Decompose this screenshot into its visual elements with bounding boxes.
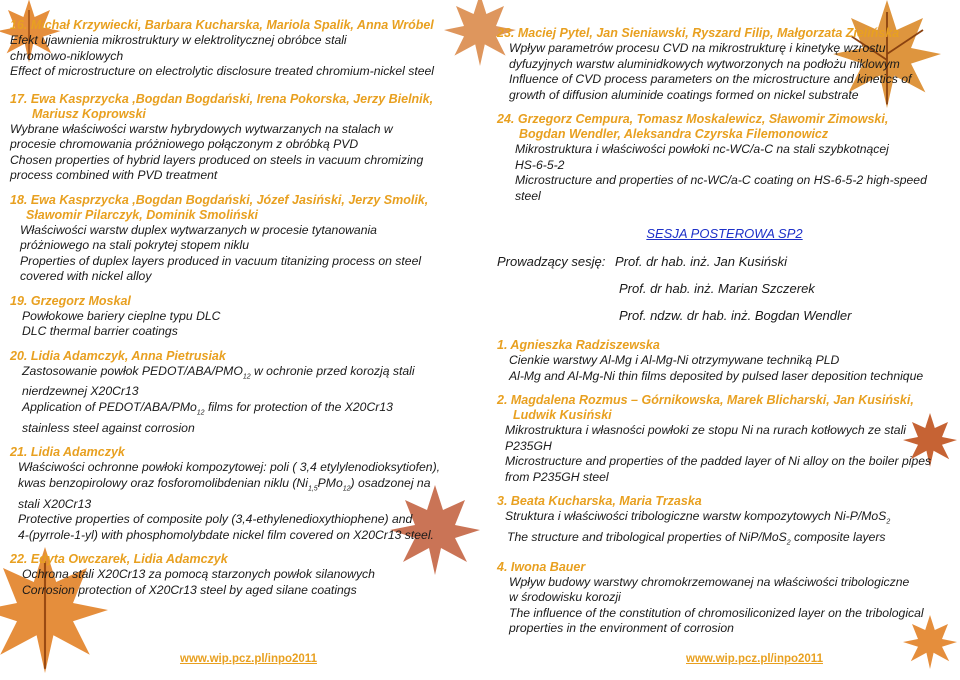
- entry-line: Mikrostruktura i własności powłoki ze stopu Ni na rurach kotłowych ze stali: [505, 423, 906, 437]
- session-title: SESJA POSTEROWA SP2: [646, 226, 803, 241]
- poster-1: [497, 338, 952, 384]
- entry-authors: 24. Grzegorz Cempura, Tomasz Moskalewicz, Sławomir Zimowski, Bogdan Wendler, Aleksandra Czyrska Filemonowicz: [497, 112, 889, 141]
- entry-line: covered with nickel alloy: [20, 269, 152, 283]
- entry-authors: 20. Lidia Adamczyk, Anna Pietrusiak: [10, 348, 226, 363]
- entry-line: Influence of CVD process parameters on the microstructure and kinetics of: [509, 72, 912, 86]
- entry-17: [10, 92, 480, 184]
- entry-16: [10, 18, 480, 80]
- entry-line: Wpływ parametrów procesu CVD na mikrostrukturę i kinetykę wzrostu: [509, 41, 886, 55]
- entry-line: dyfuzyjnych warstw aluminidkowych wytworzonych na podłożu niklowym: [509, 56, 900, 71]
- entry-line: Ochrona stali X20Cr13 za pomocą starzonych powłok silanowych: [22, 567, 375, 582]
- entry-authors: 16. Michał Krzywiecki, Barbara Kucharska, Mariola Spalik, Anna Wróbel: [10, 18, 434, 32]
- entry-20: [10, 349, 480, 437]
- entry-21: [10, 445, 480, 543]
- entry-line: P235GH: [505, 438, 552, 453]
- left-column: [10, 18, 480, 607]
- entry-line: process combined with PVD treatment: [10, 168, 218, 182]
- entry-line: from P235GH steel: [505, 469, 609, 484]
- entry-line: Efekt ujawnienia mikrostruktury w elektrolitycznej obróbce stali: [10, 33, 347, 47]
- entry-line: stainless steel against corrosion: [22, 420, 195, 435]
- entry-authors: 18. Ewa Kasprzycka ,Bogdan Bogdański, Józef Jasiński, Jerzy Smolik, Sławomir Pilarczyk, Dominik Smoliński: [10, 192, 429, 222]
- chair-row: [497, 280, 952, 297]
- poster-2: [497, 393, 952, 485]
- chair-name: Prof. dr hab. inż. Marian Szczerek: [619, 281, 815, 296]
- poster-3: [497, 494, 952, 551]
- entry-22: [10, 552, 480, 598]
- entry-authors: 4. Iwona Bauer: [497, 559, 586, 574]
- entry-line: Protective properties of composite poly (3,4-ethylenedioxythiophene) and: [18, 512, 413, 527]
- entry-line: properties in the environment of corrosion: [509, 621, 734, 636]
- entry-line: DLC thermal barrier coatings: [22, 324, 178, 338]
- entry-line: kwas benzopirolowy oraz fosforomolibdenian niklu $(Ni_{1,5}PMo_{12})$ osadzonej na: [18, 475, 431, 493]
- entry-line: growth of diffusion aluminide coatings formed on nickel substrate: [509, 87, 859, 102]
- chair-name: Prof. dr hab. inż. Jan Kusiński: [615, 254, 787, 269]
- entry-19: [10, 294, 480, 340]
- entry-line: steel: [515, 188, 541, 203]
- entry-line: w środowisku korozji: [509, 590, 621, 605]
- entry-line: The structure and tribological properties of NiP/MoS$_2$ composite layers: [507, 529, 886, 547]
- entry-line: chromowo-niklowych: [10, 48, 124, 63]
- entry-line: Wybrane właściwości warstw hybrydowych wytwarzanych na stalach w: [10, 121, 393, 136]
- entry-line: Chosen properties of hybrid layers produced on steels in vacuum chromizing: [10, 152, 424, 167]
- entry-authors: 17. Ewa Kasprzycka ,Bogdan Bogdański, Irena Pokorska, Jerzy Bielnik, Mariusz Koprowski: [10, 91, 434, 121]
- entry-line: Właściwości ochronne powłoki kompozytowej: poli ( 3,4 etylylenodioksytiofen),: [18, 460, 441, 475]
- entry-authors: 2. Magdalena Rozmus – Górnikowska, Marek Blicharski, Jan Kusiński, Ludwik Kusiński: [497, 393, 914, 422]
- entry-authors: 23. Maciej Pytel, Jan Sieniawski, Ryszard Filip, Małgorzata Zielińska: [497, 26, 900, 40]
- entry-authors: 3. Beata Kucharska, Maria Trzaska: [497, 494, 702, 508]
- entry-line: Application of PEDOT/ABA/PMo$_{12}$ films for protection of the X20Cr13: [22, 399, 393, 417]
- entry-line: próżniowego na stali pokrytej stopem niklu: [20, 238, 249, 252]
- entry-line: procesie chromowania próżniowego połączonym z obróbką PVD: [10, 137, 359, 151]
- chair-label: Prowadzący sesję:: [497, 254, 606, 269]
- entry-line: Właściwości warstw duplex wytwarzanych w procesie tytanowania: [20, 222, 377, 237]
- entry-line: nierdzewnej X20Cr13: [22, 384, 139, 399]
- entry-line: The influence of the constitution of chromosiliconized layer on the tribological: [509, 605, 924, 620]
- chair-name: Prof. ndzw. dr hab. inż. Bogdan Wendler: [619, 308, 852, 323]
- entry-line: 4-(pyrrole-1-yl) with phosphomolybdate nickel film covered on X20Cr13 steel.: [18, 527, 434, 542]
- entry-23: [497, 26, 952, 103]
- entry-line: Corrosion protection of X20Cr13 steel by aged silane coatings: [22, 582, 357, 597]
- entry-authors: 1. Agnieszka Radziszewska: [497, 338, 660, 352]
- entry-line: Properties of duplex layers produced in vacuum titanizing process on steel: [20, 253, 422, 268]
- entry-authors: 21. Lidia Adamczyk: [10, 445, 125, 460]
- entry-line: Zastosowanie powłok PEDOT/$ABA/PMO_{12}$ w ochronie przed korozją stali: [22, 363, 415, 380]
- chair-row: [497, 307, 952, 324]
- entry-line: HS-6-5-2: [515, 157, 565, 172]
- entry-line: Cienkie warstwy Al-Mg i Al-Mg-Ni otrzymywane techniką PLD: [509, 353, 840, 367]
- entry-line: stali X20Cr13: [18, 496, 92, 511]
- entry-authors: 22. Edyta Owczarek, Lidia Adamczyk: [10, 552, 228, 567]
- entry-line: Effect of microstructure on electrolytic disclosure treated chromium-nickel steel: [10, 64, 435, 78]
- poster-4: [497, 560, 952, 637]
- entry-authors: 19. Grzegorz Moskal: [10, 293, 131, 308]
- entry-18: [10, 193, 480, 285]
- entry-line: Mikrostruktura i właściwości powłoki nc-WC/a-C na stali szybkotnącej: [515, 142, 889, 156]
- footer-link-right[interactable]: www.wip.pcz.pl/inpo2011: [686, 653, 823, 665]
- footer-link-left[interactable]: www.wip.pcz.pl/inpo2011: [180, 653, 317, 665]
- entry-line: Al-Mg and Al-Mg-Ni thin films deposited by pulsed laser deposition technique: [509, 368, 924, 383]
- chair-row: [497, 253, 952, 270]
- entry-line: Microstructure and properties of nc-WC/a-C coating on HS-6-5-2 high-speed: [515, 173, 927, 187]
- entry-line: Struktura i właściwości tribologiczne warstw kompozytowych Ni-P/MoS$_2$: [505, 509, 891, 526]
- entry-24: [497, 112, 952, 204]
- entry-line: Powłokowe bariery cieplne typu DLC: [22, 308, 221, 323]
- entry-line: Microstructure and properties of the padded layer of Ni alloy on the boiler pipes: [505, 454, 932, 468]
- entry-line: Wpływ budowy warstwy chromokrzemowanej na właściwości tribologiczne: [509, 574, 910, 589]
- right-column: [497, 18, 952, 646]
